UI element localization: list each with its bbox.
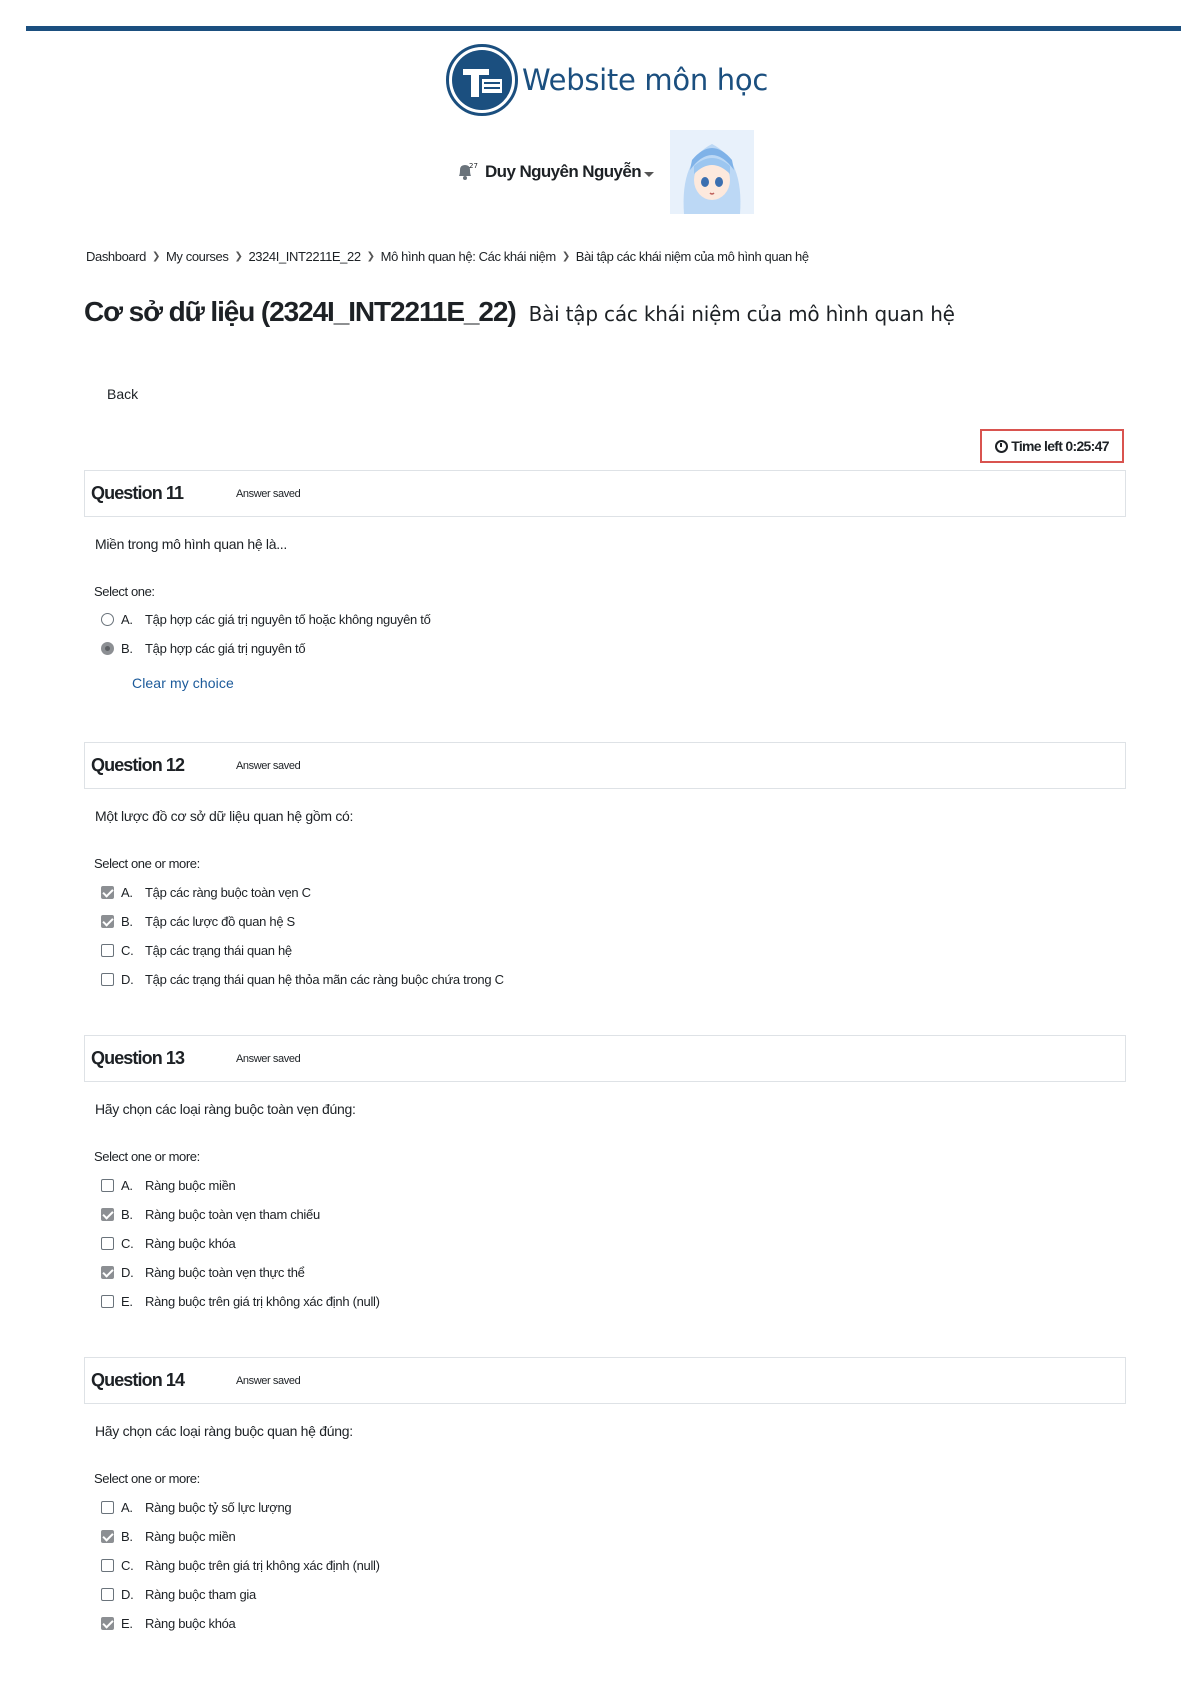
chevron-right-icon: ❯ — [234, 251, 243, 262]
answer-option[interactable] — [101, 1234, 235, 1252]
option-letter: C. — [121, 942, 134, 958]
breadcrumb-item-course[interactable]: 2324I_INT2211E_22 — [248, 249, 361, 264]
answer-option[interactable] — [101, 1292, 380, 1310]
checkbox-checked[interactable] — [101, 1617, 114, 1630]
checkbox-checked[interactable] — [101, 886, 114, 899]
option-letter: A. — [121, 1499, 133, 1515]
option-text[interactable]: Tập các trạng thái quan hệ — [145, 942, 292, 958]
option-letter: E. — [121, 1293, 133, 1309]
option-letter: D. — [121, 1586, 134, 1602]
user-name[interactable]: Duy Nguyên Nguyễn — [485, 162, 642, 181]
option-letter: C. — [121, 1235, 134, 1251]
question-state: Answer saved — [236, 1375, 301, 1387]
question-text: Hãy chọn các loại ràng buộc quan hệ đúng: — [95, 1423, 353, 1439]
question-number: Question 11 — [91, 483, 184, 503]
course-name: Cơ sở dữ liệu (2324I_INT2211E_22) — [84, 296, 516, 327]
option-text[interactable]: Ràng buộc miền — [145, 1177, 236, 1193]
option-letter: C. — [121, 1557, 134, 1573]
answer-option[interactable] — [101, 970, 504, 988]
option-text[interactable]: Ràng buộc khóa — [145, 1615, 236, 1631]
question-prompt: Select one: — [94, 584, 155, 599]
time-left-text: Time left 0:25:47 — [1011, 438, 1109, 454]
question-header — [84, 1357, 1126, 1404]
answer-option[interactable] — [101, 912, 295, 930]
checkbox[interactable] — [101, 1179, 114, 1192]
chevron-down-icon[interactable] — [644, 172, 654, 177]
option-letter: B. — [121, 1528, 133, 1544]
question-header — [84, 742, 1126, 789]
activity-name: Bài tập các khái niệm của mô hình quan hệ — [528, 302, 955, 326]
option-letter: B. — [121, 640, 133, 656]
question-number: Question 12 — [91, 755, 185, 775]
question-state: Answer saved — [236, 488, 301, 500]
option-text[interactable]: Tập các ràng buộc toàn vẹn C — [145, 884, 311, 900]
question-number: Question 13 — [91, 1048, 185, 1068]
radio-button[interactable] — [101, 613, 114, 626]
answer-option[interactable] — [101, 883, 311, 901]
breadcrumb-item-dashboard[interactable]: Dashboard — [86, 249, 146, 264]
university-logo-icon — [446, 44, 518, 116]
checkbox-checked[interactable] — [101, 915, 114, 928]
checkbox[interactable] — [101, 1559, 114, 1572]
chevron-right-icon: ❯ — [561, 251, 570, 262]
option-letter: E. — [121, 1615, 133, 1631]
option-text[interactable]: Ràng buộc miền — [145, 1528, 236, 1544]
notification-bell-icon[interactable] — [455, 161, 477, 183]
question-text: Hãy chọn các loại ràng buộc toàn vẹn đúng: — [95, 1101, 356, 1117]
chevron-right-icon: ❯ — [152, 251, 160, 262]
answer-option[interactable] — [101, 610, 431, 628]
option-letter: A. — [121, 1177, 133, 1193]
option-text[interactable]: Tập hợp các giá trị nguyên tố — [145, 640, 306, 656]
question-number: Question 14 — [91, 1370, 185, 1390]
option-text[interactable]: Tập hợp các giá trị nguyên tố hoặc không nguyên tố — [145, 611, 431, 627]
back-button[interactable]: Back — [107, 386, 139, 402]
clock-icon — [995, 440, 1008, 453]
answer-option[interactable] — [101, 1556, 380, 1574]
option-letter: B. — [121, 1206, 133, 1222]
question-text: Một lược đồ cơ sở dữ liệu quan hệ gồm có: — [95, 808, 354, 824]
top-accent-bar — [26, 26, 1181, 31]
option-text[interactable]: Ràng buộc trên giá trị không xác định (null) — [145, 1293, 380, 1309]
chevron-right-icon: ❯ — [366, 251, 375, 262]
checkbox[interactable] — [101, 1237, 114, 1250]
radio-button-checked[interactable] — [101, 642, 114, 655]
avatar[interactable] — [670, 130, 754, 214]
question-header — [84, 1035, 1126, 1082]
checkbox[interactable] — [101, 944, 114, 957]
site-title: Website môn học — [522, 63, 768, 97]
question-prompt: Select one or more: — [94, 1149, 200, 1164]
user-menu[interactable] — [455, 130, 754, 214]
breadcrumb-item-activity[interactable]: Bài tập các khái niệm của mô hình quan hệ — [575, 249, 809, 264]
option-text[interactable]: Tập các trạng thái quan hệ thỏa mãn các ràng buộc chứa trong C — [145, 971, 504, 987]
option-text[interactable]: Ràng buộc tham gia — [145, 1586, 256, 1602]
option-text[interactable]: Ràng buộc tỷ số lực lượng — [145, 1499, 292, 1515]
answer-option[interactable] — [101, 639, 305, 657]
checkbox-checked[interactable] — [101, 1208, 114, 1221]
option-text[interactable]: Ràng buộc toàn vẹn tham chiếu — [145, 1206, 320, 1222]
option-letter: D. — [121, 1264, 134, 1280]
answer-option[interactable] — [101, 1176, 235, 1194]
answer-option[interactable] — [101, 941, 292, 959]
breadcrumb-item-my-courses[interactable]: My courses — [165, 249, 229, 264]
checkbox[interactable] — [101, 1501, 114, 1514]
clear-choice-link[interactable]: Clear my choice — [132, 675, 234, 691]
option-letter: A. — [121, 884, 133, 900]
checkbox[interactable] — [101, 1588, 114, 1601]
checkbox-checked[interactable] — [101, 1266, 114, 1279]
question-text: Miền trong mô hình quan hệ là... — [95, 536, 287, 552]
question-prompt: Select one or more: — [94, 856, 200, 871]
svg-text:27: 27 — [469, 162, 478, 170]
option-letter: D. — [121, 971, 134, 987]
question-prompt: Select one or more: — [94, 1471, 200, 1486]
option-letter: B. — [121, 913, 133, 929]
question-state: Answer saved — [236, 760, 301, 772]
answer-option[interactable] — [101, 1498, 291, 1516]
answer-option[interactable] — [101, 1614, 235, 1632]
time-left-timer — [980, 429, 1124, 463]
site-brand[interactable] — [446, 44, 768, 116]
option-text[interactable]: Ràng buộc toàn vẹn thực thể — [145, 1264, 305, 1280]
checkbox-checked[interactable] — [101, 1530, 114, 1543]
option-text[interactable]: Tập các lược đồ quan hệ S — [145, 913, 295, 929]
answer-option[interactable] — [101, 1205, 320, 1223]
option-letter: A. — [121, 611, 133, 627]
answer-option[interactable] — [101, 1585, 256, 1603]
question-header — [84, 470, 1126, 517]
breadcrumb-item-section[interactable]: Mô hình quan hệ: Các khái niệm — [380, 249, 556, 264]
checkbox[interactable] — [101, 973, 114, 986]
option-text[interactable]: Ràng buộc trên giá trị không xác định (null) — [145, 1557, 380, 1573]
question-state: Answer saved — [236, 1053, 301, 1065]
page-title — [84, 296, 955, 328]
option-text[interactable]: Ràng buộc khóa — [145, 1235, 236, 1251]
answer-option[interactable] — [101, 1263, 305, 1281]
answer-option[interactable] — [101, 1527, 235, 1545]
breadcrumb — [86, 249, 809, 264]
checkbox[interactable] — [101, 1295, 114, 1308]
